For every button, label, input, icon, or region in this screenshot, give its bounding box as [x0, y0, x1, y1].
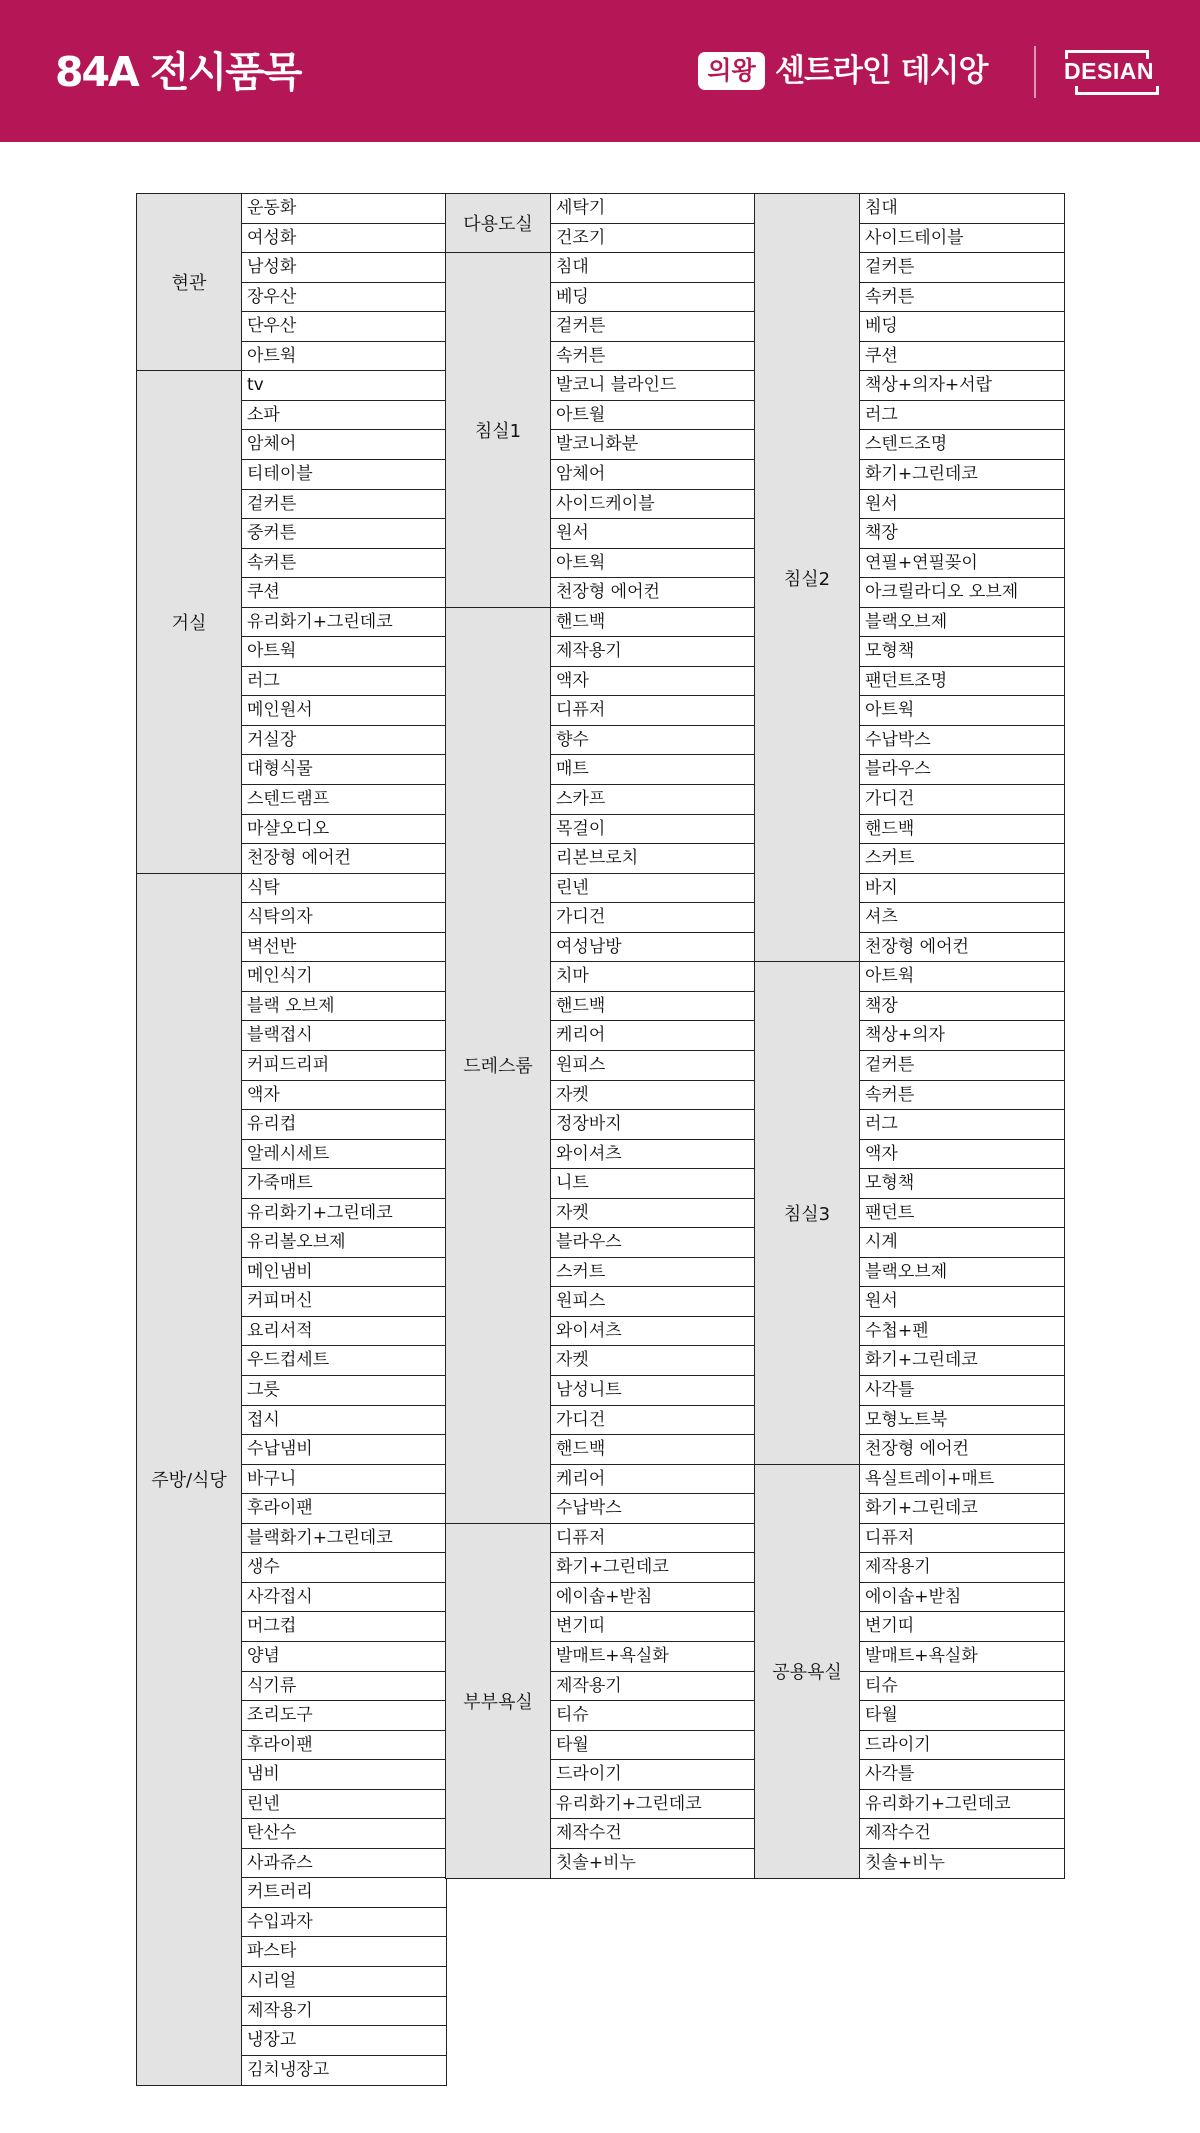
item-cell: 겉커튼	[859, 252, 1065, 283]
item-cell: 디퓨저	[550, 695, 756, 726]
item-cell: 에이솝+받침	[550, 1582, 756, 1613]
item-cell: 식탁의자	[241, 902, 447, 933]
item-cell: 케리어	[550, 1020, 756, 1051]
item-cell: 수납박스	[550, 1493, 756, 1524]
item-cell: 티슈	[550, 1700, 756, 1731]
item-cell: 커피드리퍼	[241, 1050, 447, 1081]
item-cell: 발코니화분	[550, 429, 756, 460]
item-cell: 케리어	[550, 1464, 756, 1495]
item-cell: 쿠션	[859, 341, 1065, 372]
item-cell: 제작수건	[859, 1818, 1065, 1849]
item-cell: 디퓨저	[550, 1523, 756, 1554]
item-cell: 러그	[859, 400, 1065, 431]
item-cell: 사이드테이블	[859, 223, 1065, 254]
room-category: 침실2	[754, 193, 860, 963]
item-cell: 조리도구	[241, 1700, 447, 1731]
item-cell: 사각틀	[859, 1759, 1065, 1790]
item-cell: 천장형 에어컨	[241, 843, 447, 874]
item-cell: 팬던트조명	[859, 666, 1065, 697]
item-cell: 머그컵	[241, 1611, 447, 1642]
item-cell: 남성니트	[550, 1375, 756, 1406]
item-cell: 제작수건	[550, 1818, 756, 1849]
item-cell: 아트웍	[241, 636, 447, 667]
item-cell: 린넨	[241, 1789, 447, 1820]
item-cell: 화기+그린데코	[550, 1552, 756, 1583]
item-cell: 블랙 오브제	[241, 991, 447, 1022]
item-cell: 가디건	[550, 1405, 756, 1436]
room-category: 침실3	[754, 961, 860, 1465]
item-cell: 요리서적	[241, 1316, 447, 1347]
item-cell: 린넨	[550, 873, 756, 904]
item-cell: 유리컵	[241, 1109, 447, 1140]
item-cell: 시리얼	[241, 1966, 447, 1997]
item-cell: 모형책	[859, 636, 1065, 667]
item-cell: 디퓨저	[859, 1523, 1065, 1554]
item-cell: 자켓	[550, 1198, 756, 1229]
item-cell: 우드컵세트	[241, 1345, 447, 1376]
item-cell: 유리화기+그린데코	[241, 607, 447, 638]
item-cell: 핸드백	[550, 607, 756, 638]
item-cell: 핸드백	[550, 1434, 756, 1465]
item-cell: 소파	[241, 400, 447, 431]
header-bar	[0, 0, 1200, 142]
item-cell: 셔츠	[859, 902, 1065, 933]
item-cell: 바지	[859, 873, 1065, 904]
item-cell: 발매트+욕실화	[859, 1641, 1065, 1672]
item-cell: 냉장고	[241, 2025, 447, 2056]
item-cell: 칫솔+비누	[859, 1848, 1065, 1879]
item-cell: 탄산수	[241, 1818, 447, 1849]
logo-text: DESIAN	[1064, 58, 1154, 84]
room-category: 거실	[136, 370, 242, 874]
item-cell: 아트웍	[241, 341, 447, 372]
item-cell: 책상+의자+서랍	[859, 370, 1065, 401]
item-cell: 암체어	[241, 429, 447, 460]
item-cell: 그릇	[241, 1375, 447, 1406]
item-cell: 니트	[550, 1168, 756, 1199]
item-cell: 화기+그린데코	[859, 459, 1065, 490]
item-cell: 마샬오디오	[241, 814, 447, 845]
item-cell: 책장	[859, 991, 1065, 1022]
item-cell: 칫솔+비누	[550, 1848, 756, 1879]
item-cell: 블라우스	[550, 1227, 756, 1258]
item-cell: 김치냉장고	[241, 2055, 447, 2086]
item-cell: 유리볼오브제	[241, 1227, 447, 1258]
item-cell: 속커튼	[859, 282, 1065, 313]
item-cell: 여성화	[241, 223, 447, 254]
item-cell: 스커트	[550, 1257, 756, 1288]
room-category: 다용도실	[445, 193, 551, 254]
item-cell: tv	[241, 370, 447, 401]
item-cell: 액자	[550, 666, 756, 697]
item-cell: 연필+연필꽂이	[859, 548, 1065, 579]
item-cell: 수납박스	[859, 725, 1065, 756]
item-cell: 겉커튼	[241, 489, 447, 520]
item-cell: 속커튼	[550, 341, 756, 372]
item-cell: 대형식물	[241, 754, 447, 785]
item-cell: 여성남방	[550, 932, 756, 963]
header-divider	[1034, 46, 1036, 98]
item-cell: 메인원서	[241, 695, 447, 726]
item-cell: 원피스	[550, 1050, 756, 1081]
item-cell: 쿠션	[241, 577, 447, 608]
item-cell: 생수	[241, 1552, 447, 1583]
item-cell: 아크릴라디오 오브제	[859, 577, 1065, 608]
item-cell: 러그	[241, 666, 447, 697]
item-cell: 발매트+욕실화	[550, 1641, 756, 1672]
item-cell: 바구니	[241, 1464, 447, 1495]
item-cell: 모형책	[859, 1168, 1065, 1199]
item-cell: 겉커튼	[550, 311, 756, 342]
item-cell: 와이셔츠	[550, 1139, 756, 1170]
item-cell: 후라이팬	[241, 1730, 447, 1761]
item-cell: 향수	[550, 725, 756, 756]
item-cell: 티슈	[859, 1671, 1065, 1702]
item-cell: 양념	[241, 1641, 447, 1672]
item-cell: 천장형 에어컨	[859, 932, 1065, 963]
item-cell: 후라이팬	[241, 1493, 447, 1524]
item-cell: 남성화	[241, 252, 447, 283]
item-cell: 치마	[550, 961, 756, 992]
location-badge: 의왕	[698, 52, 765, 90]
item-cell: 가디건	[550, 902, 756, 933]
item-cell: 정장바지	[550, 1109, 756, 1140]
item-cell: 매트	[550, 754, 756, 785]
item-cell: 아트웍	[859, 961, 1065, 992]
item-cell: 사과쥬스	[241, 1848, 447, 1879]
item-cell: 사이드케이블	[550, 489, 756, 520]
room-category: 침실1	[445, 252, 551, 608]
desian-logo	[1061, 44, 1157, 98]
item-cell: 천장형 에어컨	[550, 577, 756, 608]
item-cell: 베딩	[550, 282, 756, 313]
item-cell: 자켓	[550, 1080, 756, 1111]
item-cell: 수첩+펜	[859, 1316, 1065, 1347]
item-cell: 화기+그린데코	[859, 1493, 1065, 1524]
item-cell: 블랙오브제	[859, 607, 1065, 638]
item-cell: 티테이블	[241, 459, 447, 490]
item-cell: 겉커튼	[859, 1050, 1065, 1081]
item-cell: 식기류	[241, 1671, 447, 1702]
item-cell: 타월	[550, 1730, 756, 1761]
item-cell: 팬던트	[859, 1198, 1065, 1229]
item-cell: 유리화기+그린데코	[241, 1198, 447, 1229]
item-cell: 스커트	[859, 843, 1065, 874]
item-cell: 원피스	[550, 1286, 756, 1317]
room-category: 드레스룸	[445, 607, 551, 1525]
room-category: 현관	[136, 193, 242, 372]
item-cell: 수입과자	[241, 1907, 447, 1938]
item-cell: 블라우스	[859, 754, 1065, 785]
item-cell: 책장	[859, 518, 1065, 549]
item-cell: 아트웍	[859, 695, 1065, 726]
item-cell: 유리화기+그린데코	[859, 1789, 1065, 1820]
item-cell: 운동화	[241, 193, 447, 224]
item-cell: 메인식기	[241, 961, 447, 992]
item-cell: 세탁기	[550, 193, 756, 224]
item-cell: 중커튼	[241, 518, 447, 549]
item-cell: 원서	[859, 489, 1065, 520]
room-category: 부부욕실	[445, 1523, 551, 1879]
item-cell: 제작용기	[241, 1996, 447, 2027]
item-cell: 스텐드조명	[859, 429, 1065, 460]
item-cell: 와이셔츠	[550, 1316, 756, 1347]
item-cell: 스텐드램프	[241, 784, 447, 815]
item-cell: 침대	[859, 193, 1065, 224]
item-cell: 목걸이	[550, 814, 756, 845]
item-cell: 장우산	[241, 282, 447, 313]
logo-bracket-bottom	[1075, 86, 1159, 95]
item-cell: 에이솝+받침	[859, 1582, 1065, 1613]
item-cell: 거실장	[241, 725, 447, 756]
item-cell: 아트월	[550, 400, 756, 431]
item-cell: 유리화기+그린데코	[550, 1789, 756, 1820]
item-cell: 알레시세트	[241, 1139, 447, 1170]
item-cell: 침대	[550, 252, 756, 283]
item-cell: 블랙접시	[241, 1020, 447, 1051]
item-cell: 원서	[550, 518, 756, 549]
item-cell: 발코니 블라인드	[550, 370, 756, 401]
item-cell: 책상+의자	[859, 1020, 1065, 1051]
item-cell: 수납냄비	[241, 1434, 447, 1465]
item-cell: 냄비	[241, 1759, 447, 1790]
item-cell: 블랙화기+그린데코	[241, 1523, 447, 1554]
item-cell: 리본브로치	[550, 843, 756, 874]
item-cell: 벽선반	[241, 932, 447, 963]
item-cell: 화기+그린데코	[859, 1345, 1065, 1376]
item-cell: 타월	[859, 1700, 1065, 1731]
item-cell: 파스타	[241, 1936, 447, 1967]
item-cell: 제작용기	[550, 636, 756, 667]
item-cell: 사각틀	[859, 1375, 1065, 1406]
item-cell: 커피머신	[241, 1286, 447, 1317]
item-cell: 스카프	[550, 784, 756, 815]
item-cell: 가죽매트	[241, 1168, 447, 1199]
item-cell: 가디건	[859, 784, 1065, 815]
item-cell: 러그	[859, 1109, 1065, 1140]
item-cell: 사각접시	[241, 1582, 447, 1613]
item-cell: 속커튼	[859, 1080, 1065, 1111]
item-cell: 원서	[859, 1286, 1065, 1317]
item-cell: 천장형 에어컨	[859, 1434, 1065, 1465]
item-cell: 메인냄비	[241, 1257, 447, 1288]
item-cell: 커트러리	[241, 1877, 447, 1908]
item-cell: 액자	[859, 1139, 1065, 1170]
complex-name: 센트라인 데시앙	[775, 53, 988, 89]
item-cell: 식탁	[241, 873, 447, 904]
item-cell: 접시	[241, 1405, 447, 1436]
item-cell: 욕실트레이+매트	[859, 1464, 1065, 1495]
item-cell: 모형노트북	[859, 1405, 1065, 1436]
item-cell: 핸드백	[859, 814, 1065, 845]
item-cell: 제작용기	[550, 1671, 756, 1702]
item-cell: 건조기	[550, 223, 756, 254]
item-cell: 자켓	[550, 1345, 756, 1376]
item-cell: 변기띠	[550, 1611, 756, 1642]
room-category: 공용욕실	[754, 1464, 860, 1879]
item-cell: 단우산	[241, 311, 447, 342]
room-category: 주방/식당	[136, 873, 242, 2086]
page-title: 84A 전시품목	[55, 48, 301, 96]
item-cell: 제작용기	[859, 1552, 1065, 1583]
item-cell: 베딩	[859, 311, 1065, 342]
item-cell: 아트웍	[550, 548, 756, 579]
item-cell: 액자	[241, 1080, 447, 1111]
item-cell: 시계	[859, 1227, 1065, 1258]
item-cell: 드라이기	[550, 1759, 756, 1790]
item-cell: 변기띠	[859, 1611, 1065, 1642]
item-cell: 드라이기	[859, 1730, 1065, 1761]
item-cell: 핸드백	[550, 991, 756, 1022]
item-cell: 속커튼	[241, 548, 447, 579]
item-cell: 암체어	[550, 459, 756, 490]
item-cell: 블랙오브제	[859, 1257, 1065, 1288]
